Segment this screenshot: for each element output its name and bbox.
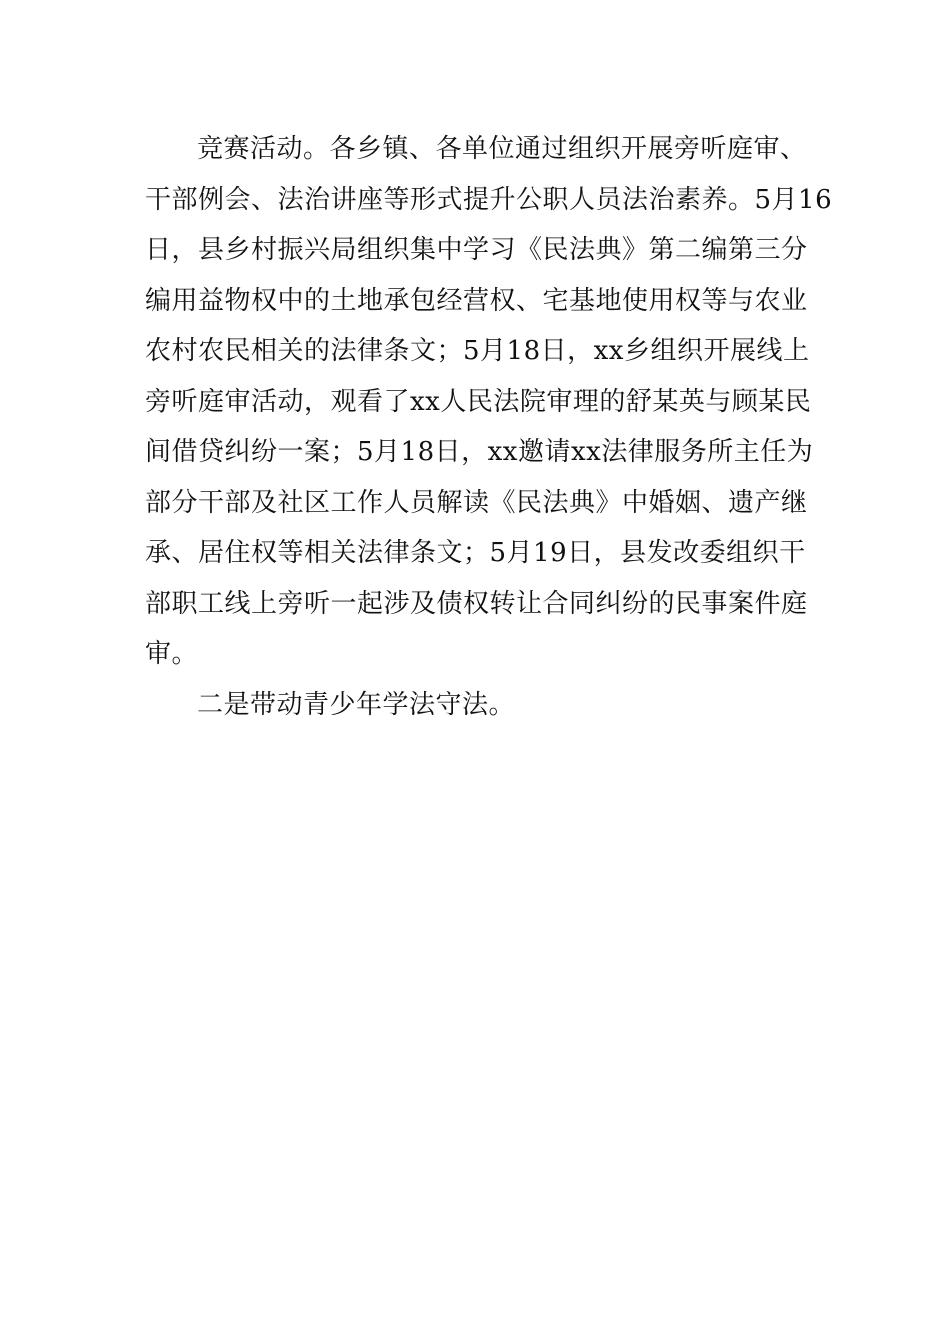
paragraph-1 xyxy=(145,124,833,680)
paragraph-heading-text: 二是带动青少年学法守法。 xyxy=(197,689,516,720)
text-line: 农村农民相关的法律条文；5月18日，xx乡组织开展线上 xyxy=(145,336,810,366)
document-body xyxy=(145,124,833,730)
text-line: 编用益物权中的土地承包经营权、宅基地使用权等与农业 xyxy=(145,285,808,316)
text-line: 日，县乡村振兴局组织集中学习《民法典》第二编第三分 xyxy=(145,235,808,265)
text-line: 审。 xyxy=(145,639,199,669)
text-line: 干部例会、法治讲座等形式提升公职人员法治素养。5月16 xyxy=(145,184,833,215)
paragraph-2 xyxy=(145,680,805,731)
text-line: 部分干部及社区工作人员解读《民法典》中婚姻、遗产继 xyxy=(145,487,808,518)
text-line: 竞赛活动。各乡镇、各单位通过组织开展旁听庭审、 xyxy=(197,134,807,164)
text-line: 旁听庭审活动，观看了xx人民法院审理的舒某英与顾某民 xyxy=(145,386,812,417)
text-line: 间借贷纠纷一案；5月18日，xx邀请xx法律服务所主任为 xyxy=(145,437,814,467)
text-line: 承、居住权等相关法律条文；5月19日，县发改委组织干 xyxy=(145,538,806,568)
text-line: 部职工线上旁听一起涉及债权转让合同纠纷的民事案件庭 xyxy=(145,588,808,619)
